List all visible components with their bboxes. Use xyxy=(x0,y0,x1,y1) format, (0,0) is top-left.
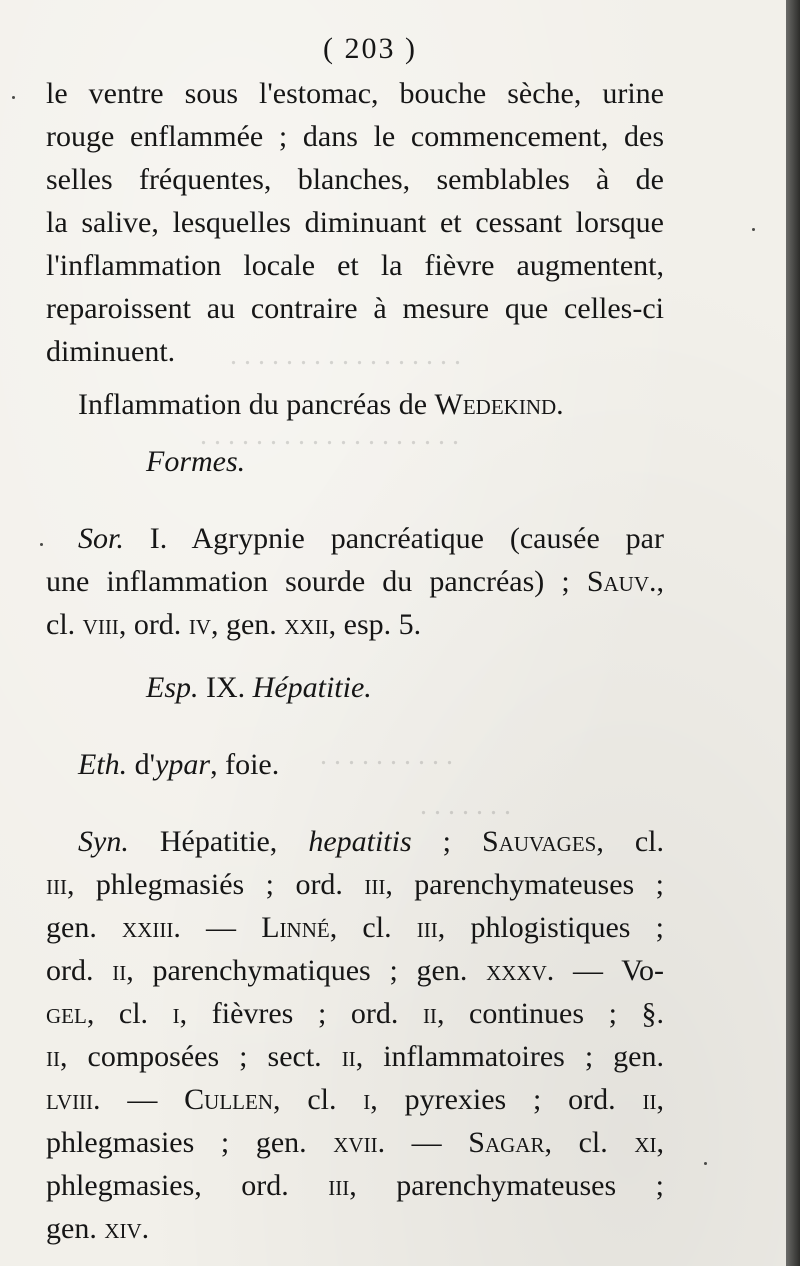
syn-paragraph xyxy=(46,820,664,1250)
syn-label: Syn. xyxy=(78,825,129,858)
text-run: d' xyxy=(127,748,156,781)
text-run: , cl. xyxy=(544,1126,635,1159)
text-run: ypar xyxy=(155,748,211,781)
text-run: iii xyxy=(46,868,67,901)
sor-label: Sor. xyxy=(78,522,124,555)
text-run: . — Vo- xyxy=(546,954,664,987)
page-edge-shadow xyxy=(786,0,800,1266)
text-run: xiv xyxy=(104,1212,142,1245)
text-run: , foie. xyxy=(210,748,280,781)
show-through-text: . . . . . . . . . . . . . . . . . xyxy=(230,340,461,371)
text-line xyxy=(46,992,664,1035)
text-line xyxy=(46,863,664,906)
text-run: ii xyxy=(422,997,437,1030)
text-run: , inflammatoires ; gen. xyxy=(355,1040,665,1073)
text-run: i xyxy=(172,997,180,1030)
text-run: , esp. 5. xyxy=(328,608,422,641)
text-run: iii xyxy=(416,911,438,944)
text-run: , gen. xyxy=(210,608,285,641)
text-run: xxiii xyxy=(122,911,174,944)
text-run: ord. xyxy=(46,954,113,987)
text-run: iii xyxy=(364,868,386,901)
show-through-text: . . . . . . . . . . . . . . . . . . . xyxy=(200,420,459,451)
text-run: hepatitis xyxy=(308,825,412,858)
text-run: ii xyxy=(341,1040,356,1073)
text-run: , phlegmasiés ; ord. xyxy=(66,868,365,901)
text-run: Linné xyxy=(261,911,330,944)
text-line xyxy=(46,1164,664,1207)
text-run: , phlogistiques ; xyxy=(437,911,665,944)
text-run: Sauv. xyxy=(586,565,657,598)
text-line xyxy=(46,1078,664,1121)
text-run: xxii xyxy=(284,608,329,641)
text-line: diminuent. xyxy=(46,335,176,368)
text-run: ii xyxy=(46,1040,60,1073)
speck xyxy=(752,228,755,231)
text-run: i xyxy=(363,1083,371,1116)
show-through-text: . . . . . . . xyxy=(420,790,511,821)
text-line: le ventre sous l'estomac, bouche sèche, urine xyxy=(46,77,664,110)
text-line xyxy=(46,906,664,949)
text-line xyxy=(46,560,664,603)
text-run: lviii xyxy=(46,1083,94,1116)
text-run: phlegmasies, ord. xyxy=(46,1169,329,1202)
text-run: , fièvres ; ord. xyxy=(179,997,423,1030)
text-run: , parenchymatiques ; gen. xyxy=(126,954,487,987)
speck xyxy=(12,96,15,99)
esp-heading xyxy=(46,666,664,709)
text-run: , continues ; §. xyxy=(436,997,664,1030)
text-line xyxy=(46,743,664,786)
eth-paragraph xyxy=(46,743,664,786)
esp-number: IX. xyxy=(198,671,253,704)
text-run: gen. xyxy=(46,1212,105,1245)
text-run: , cl. xyxy=(596,825,665,858)
body-text xyxy=(46,72,664,1250)
text-line: selles fréquentes, blanches, semblables à de xyxy=(46,163,664,196)
text-run: phlegmasies ; gen. xyxy=(46,1126,334,1159)
text-line: la salive, lesquelles diminuant et cessant lorsque xyxy=(46,206,664,239)
text-run: une inflammation sourde du pancréas) ; xyxy=(46,565,587,598)
page-number: ( 203 ) xyxy=(323,32,417,65)
text-run: , parenchymateuses ; xyxy=(349,1169,664,1202)
text-run: xi xyxy=(634,1126,657,1159)
text-run: , cl. xyxy=(329,911,417,944)
text-run: Hépatitie, xyxy=(128,825,309,858)
text-line xyxy=(46,1207,664,1250)
sor-paragraph xyxy=(46,517,664,646)
text-run: gen. xyxy=(46,911,123,944)
section-heading xyxy=(46,383,664,426)
text-run: cl. xyxy=(46,608,83,641)
text-run: , cl. xyxy=(86,997,173,1030)
text-run: xxxv xyxy=(486,954,547,987)
text-run: iv xyxy=(188,608,211,641)
text-run: Sauvages xyxy=(482,825,597,858)
formes-label: Formes. xyxy=(146,445,246,478)
text-run: , xyxy=(656,565,664,598)
eth-label: Eth. xyxy=(78,748,128,781)
text-run: . — xyxy=(173,911,262,944)
esp-label: Esp. xyxy=(146,671,199,704)
text-run: gel xyxy=(46,997,87,1030)
text-line xyxy=(46,1121,664,1164)
text-run: ii xyxy=(112,954,127,987)
text-line xyxy=(46,603,664,646)
heading-text: Inflammation du pancréas de xyxy=(78,388,435,421)
text-run: viii xyxy=(82,608,119,641)
text-run: ii xyxy=(642,1083,657,1116)
text-run: ; xyxy=(411,825,483,858)
text-line xyxy=(46,517,664,560)
text-line xyxy=(46,820,664,863)
text-run: Cullen xyxy=(184,1083,273,1116)
speck xyxy=(40,543,43,546)
text-run: , pyrexies ; ord. xyxy=(370,1083,643,1116)
speck xyxy=(704,1162,707,1165)
text-line: l'inflammation locale et la fièvre augmentent, xyxy=(46,249,664,282)
text-run: . — xyxy=(93,1083,185,1116)
text-line xyxy=(46,1035,664,1078)
heading-author: Wedekind. xyxy=(434,388,564,421)
text-run: , xyxy=(656,1083,664,1116)
text-line: rouge enflammée ; dans le commencement, des xyxy=(46,120,664,153)
text-run: , cl. xyxy=(273,1083,364,1116)
text-run: I. Agrypnie pancréatique (causée par xyxy=(123,522,664,555)
text-run: Sagar xyxy=(468,1126,545,1159)
text-run: , xyxy=(656,1126,665,1159)
text-run: xvii xyxy=(333,1126,378,1159)
text-run: , composées ; sect. xyxy=(60,1040,342,1073)
text-run: , parenchymateuses ; xyxy=(385,868,664,901)
text-run: . xyxy=(141,1212,150,1245)
esp-name: Hépatitie. xyxy=(252,671,372,704)
text-run: , ord. xyxy=(118,608,189,641)
text-run: . — xyxy=(377,1126,469,1159)
text-line: reparoissent au contraire à mesure que celles-ci xyxy=(46,292,664,325)
show-through-text: . . . . . . . . . . xyxy=(320,740,453,771)
text-run: iii xyxy=(328,1169,350,1202)
text-line xyxy=(46,949,664,992)
